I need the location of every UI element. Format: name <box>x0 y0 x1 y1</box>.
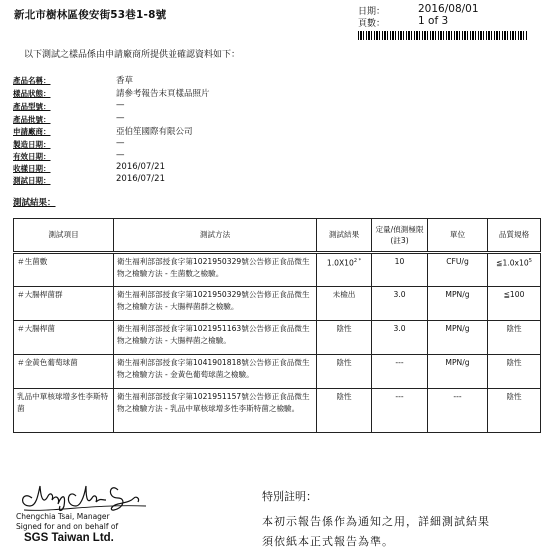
date-value: 2016/08/01 <box>418 3 479 15</box>
cell-result: 陰性 <box>317 389 372 433</box>
info-label: 產品型號： <box>13 102 51 111</box>
cell-method: 衛生福利部部授食字第1021950329號公告修正食品微生物之檢驗方法 - 生菌數之檢驗。 <box>114 253 317 287</box>
info-label: 製造日期： <box>13 140 51 149</box>
cell-result: 陰性 <box>317 321 372 355</box>
info-value: — <box>116 150 125 160</box>
note-title: 特別註明： <box>262 490 317 503</box>
info-label: 產品名稱： <box>13 76 51 85</box>
cell-result: $1.0X10^{2 *}$ <box>317 253 372 287</box>
cell-method: 衛生福利部部授食字第1021951163號公告修正食品微生物之檢驗方法 - 大腸桿菌之檢驗。 <box>114 321 317 355</box>
cell-unit: MPN/g <box>428 355 488 389</box>
cell-item: ＃生菌數 <box>14 253 114 287</box>
info-label: 測試日期： <box>13 176 51 185</box>
cell-item: ＃大腸桿菌 <box>14 321 114 355</box>
cell-limit: --- <box>372 355 428 389</box>
info-value: 香草 <box>116 76 134 86</box>
cell-method: 衛生福利部部授食字第1021950329號公告修正食品微生物之檢驗方法 - 大腸桿菌群之檢驗。 <box>114 287 317 321</box>
header-unit: 單位 <box>428 219 488 253</box>
info-value: 2016/07/21 <box>116 174 165 184</box>
header-result: 測試結果 <box>317 219 372 253</box>
table-row <box>14 321 541 355</box>
table-header-row <box>14 219 541 253</box>
results-table <box>13 218 541 433</box>
cell-method: 衛生福利部部授食字第1021951157號公告修正食品微生物之檢驗方法 - 乳品中單核球增多性李斯特菌之檢驗。 <box>114 389 317 433</box>
cell-spec: ≦100 <box>488 287 541 321</box>
barcode <box>358 31 528 40</box>
table-row <box>14 287 541 321</box>
info-label: 申請廠商： <box>13 127 51 136</box>
header-limit: 定量/偵測極限(註3) <box>372 219 428 253</box>
pages-label: 頁數： <box>358 19 386 29</box>
cell-spec: 陰性 <box>488 355 541 389</box>
cell-limit: 10 <box>372 253 428 287</box>
results-title: 測試結果： <box>13 198 56 208</box>
date-label: 日期： <box>358 7 386 17</box>
cell-method: 衛生福利部部授食字第1041901818號公告修正食品微生物之檢驗方法 - 金黃色葡萄球菌之檢驗。 <box>114 355 317 389</box>
header-method: 測試方法 <box>114 219 317 253</box>
info-label: 樣品狀態： <box>13 89 51 98</box>
cell-item: ＃大腸桿菌群 <box>14 287 114 321</box>
cell-unit: CFU/g <box>428 253 488 287</box>
cell-unit: MPN/g <box>428 287 488 321</box>
table-row <box>14 355 541 389</box>
cell-limit: --- <box>372 389 428 433</box>
info-value: 請參考報告末頁樣品照片 <box>116 89 210 99</box>
table-row <box>14 389 541 433</box>
pages-value: 1 of 3 <box>418 15 449 27</box>
info-value: — <box>116 113 125 123</box>
signature-name: Chengchia Tsai, Manager <box>16 512 110 521</box>
info-label: 有效日期： <box>13 152 51 161</box>
lab-address: 新北市樹林區俊安街53巷1-8號 <box>14 9 167 21</box>
cell-item: 乳品中單核球增多性李斯特菌 <box>14 389 114 433</box>
info-label: 產品批號： <box>13 115 51 124</box>
info-value: — <box>116 100 125 110</box>
table-row <box>14 253 541 287</box>
header-spec: 品質規格 <box>488 219 541 253</box>
info-value: 2016/07/21 <box>116 162 165 172</box>
cell-unit: MPN/g <box>428 321 488 355</box>
intro-text: 以下測試之樣品係由申請廠商所提供並確認資料如下： <box>24 50 241 60</box>
info-value: 亞伯笙國際有限公司 <box>116 127 193 137</box>
company-name: SGS Taiwan Ltd. <box>24 532 114 544</box>
signature-signed-for: Signed for and on behalf of <box>16 522 119 531</box>
cell-item: ＃金黃色葡萄球菌 <box>14 355 114 389</box>
info-value: — <box>116 138 125 148</box>
note-line: 須依紙本正式報告為準。 <box>262 535 394 548</box>
cell-result: 陰性 <box>317 355 372 389</box>
cell-spec: 陰性 <box>488 389 541 433</box>
note-line: 本初示報告係作為通知之用，詳細測試結果 <box>262 515 490 528</box>
cell-result: 未檢出 <box>317 287 372 321</box>
cell-unit: --- <box>428 389 488 433</box>
cell-spec: 陰性 <box>488 321 541 355</box>
cell-limit: 3.0 <box>372 287 428 321</box>
cell-spec: $≦1.0x10^5$ <box>488 253 541 287</box>
signature-scribble <box>14 476 164 516</box>
info-label: 收樣日期： <box>13 164 51 173</box>
header-item: 測試項目 <box>14 219 114 253</box>
cell-limit: 3.0 <box>372 321 428 355</box>
